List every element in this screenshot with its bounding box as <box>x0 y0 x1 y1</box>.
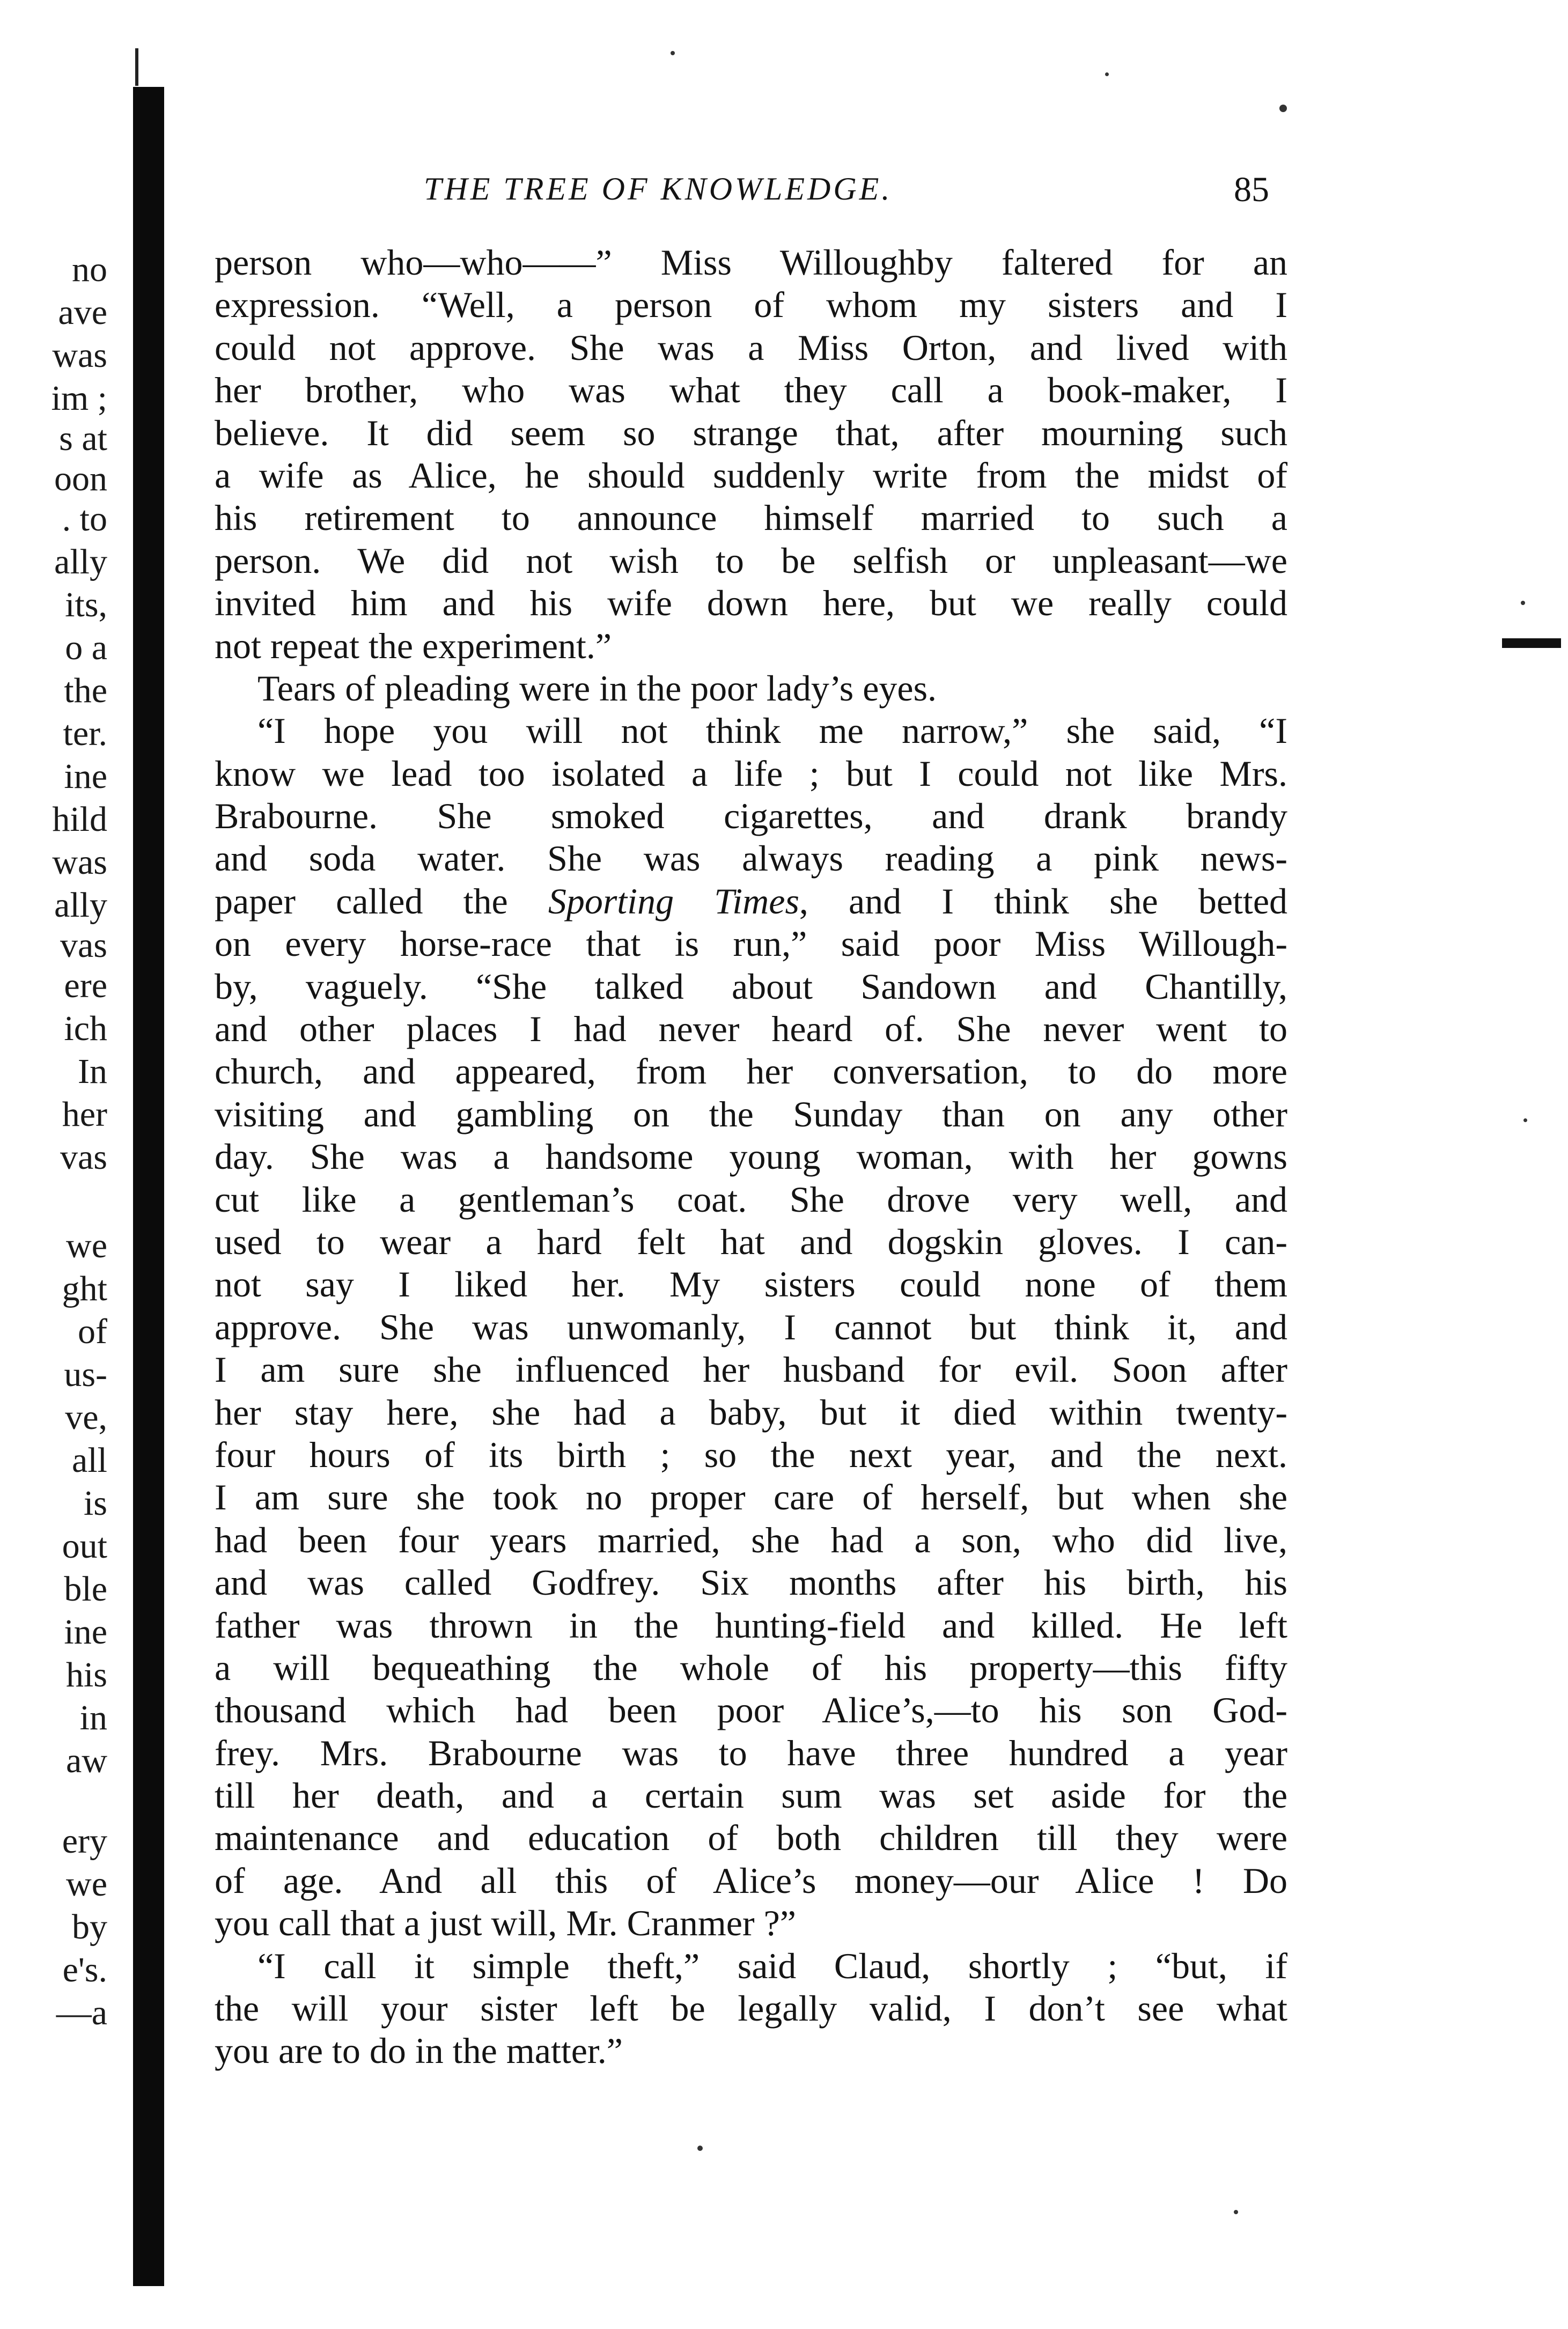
margin-fragment: ally <box>54 542 107 581</box>
scan-speck <box>1521 601 1525 605</box>
text-line: “I call it simple theft,” said Claud, shortly ; “but, if <box>257 1945 1287 1986</box>
margin-fragment: of <box>78 1312 107 1351</box>
text-line: Tears of pleading were in the poor lady’s eyes. <box>257 667 937 709</box>
text-line: of age. And all this of Alice’s money—our Alice ! Do <box>215 1860 1287 1901</box>
margin-fragment: we <box>66 1226 107 1265</box>
text-line: I am sure she influenced her husband for evil. Soon after <box>215 1349 1287 1390</box>
margin-fragment: ave <box>58 293 107 332</box>
margin-fragment: ble <box>64 1569 107 1609</box>
margin-fragment: us- <box>64 1355 107 1394</box>
margin-fragment: ine <box>64 1612 107 1652</box>
scan-speck <box>1523 1118 1527 1122</box>
scan-speck <box>671 51 675 55</box>
margin-fragment: hild <box>52 800 107 839</box>
margin-fragment: vas <box>60 1138 107 1177</box>
text-line: the will your sister left be legally valid, I don’t see what <box>215 1988 1287 2029</box>
text-line: thousand which had been poor Alice’s,—to his son God- <box>215 1690 1287 1731</box>
text-line: church, and appeared, from her conversation, to do more <box>215 1051 1287 1092</box>
text-line: cut like a gentleman’s coat. She drove very well, and <box>215 1178 1287 1220</box>
text-line: and was called Godfrey. Six months after his birth, his <box>215 1562 1287 1603</box>
scan-speck <box>1105 72 1109 76</box>
text-line: father was thrown in the hunting-field and killed. He left <box>215 1604 1287 1646</box>
margin-fragment: . to <box>62 499 107 539</box>
text-line: four hours of its birth ; so the next year, and the next. <box>215 1434 1287 1475</box>
text-line: could not approve. She was a Miss Orton, and lived with <box>215 327 1287 368</box>
margin-fragment: we <box>66 1864 107 1904</box>
text-line: person who—who——” Miss Willoughby faltered for an <box>215 242 1287 283</box>
text-line: Brabourne. She smoked cigarettes, and drank brandy <box>215 795 1287 837</box>
text-line: his retirement to announce himself married to such a <box>215 497 1287 539</box>
margin-fragment: s at <box>59 419 107 458</box>
margin-fragment: oon <box>54 459 107 498</box>
margin-fragment: in <box>79 1698 107 1737</box>
running-head: THE TREE OF KNOWLEDGE. <box>424 171 893 207</box>
margin-fragment: aw <box>66 1741 107 1780</box>
text-line: not repeat the experiment.” <box>215 625 612 666</box>
margin-fragment: was <box>52 843 107 882</box>
binding-gutter-shadow <box>133 87 164 2286</box>
margin-fragment: ere <box>64 966 107 1005</box>
margin-fragment: ter. <box>63 714 107 753</box>
scan-speck <box>697 2146 703 2151</box>
margin-fragment: ery <box>62 1822 107 1861</box>
margin-fragment: out <box>62 1527 107 1566</box>
margin-fragment: the <box>64 671 107 710</box>
text-line: “I hope you will not think me narrow,” she said, “I <box>257 710 1287 751</box>
text-line: approve. She was unwomanly, I cannot but think it, and <box>215 1306 1287 1347</box>
right-edge-mark <box>1502 638 1561 648</box>
text-line: and soda water. She was always reading a pink news- <box>215 838 1287 879</box>
margin-fragment: by <box>72 1907 107 1947</box>
text-line: believe. It did seem so strange that, after mourning such <box>215 412 1287 453</box>
text-line: and other places I had never heard of. She never went to <box>215 1008 1287 1050</box>
text-line: not say I liked her. My sisters could none of them <box>215 1264 1287 1305</box>
body-text <box>215 241 1287 2073</box>
text-line: you are to do in the matter.” <box>215 2030 623 2072</box>
margin-fragment: vas <box>60 926 107 965</box>
margin-fragment: ich <box>64 1009 107 1048</box>
margin-fragment: her <box>62 1095 107 1134</box>
text-line: a wife as Alice, he should suddenly write from the midst of <box>215 454 1287 496</box>
text-line: till her death, and a certain sum was set aside for the <box>215 1775 1287 1816</box>
facing-page-fragments <box>5 0 113 2329</box>
page-number: 85 <box>1234 170 1269 209</box>
margin-fragment: its, <box>65 585 107 624</box>
margin-fragment: is <box>83 1484 107 1523</box>
text-line: invited him and his wife down here, but we really could <box>215 583 1287 624</box>
text-line: frey. Mrs. Brabourne was to have three hundred a year <box>215 1732 1287 1773</box>
text-line: day. She was a handsome young woman, with her gowns <box>215 1136 1287 1177</box>
text-line: person. We did not wish to be selfish or unpleasant—we <box>215 540 1287 581</box>
text-line: visiting and gambling on the Sunday than on any other <box>215 1093 1287 1134</box>
margin-fragment: im ; <box>51 379 107 418</box>
text-line: know we lead too isolated a life ; but I could not like Mrs. <box>215 753 1287 794</box>
text-line: her stay here, she had a baby, but it died within twenty- <box>215 1391 1287 1433</box>
text-line: paper called the Sporting Times, and I think she betted <box>215 880 1287 922</box>
margin-fragment: no <box>72 250 107 289</box>
text-line: you call that a just will, Mr. Cranmer ?” <box>215 1903 796 1944</box>
text-line: expression. “Well, a person of whom my sisters and I <box>215 284 1287 326</box>
text-line: by, vaguely. “She talked about Sandown and Chantilly, <box>215 965 1287 1007</box>
scan-speck <box>1234 2210 1238 2214</box>
text-line: a will bequeathing the whole of his property—this fifty <box>215 1647 1287 1688</box>
margin-fragment: ine <box>64 757 107 796</box>
margin-fragment: ve, <box>65 1398 107 1437</box>
text-line: had been four years married, she had a son, who did live, <box>215 1519 1287 1560</box>
margin-fragment: all <box>72 1441 107 1480</box>
newspaper-title: Sporting Times <box>548 880 799 922</box>
text-line: I am sure she took no proper care of herself, but when she <box>215 1477 1287 1518</box>
margin-fragment: his <box>65 1655 107 1694</box>
text-line: on every horse-race that is run,” said poor Miss Willough- <box>215 923 1287 964</box>
margin-fragment: —a <box>56 1993 107 2032</box>
text-line: her brother, who was what they call a book-maker, I <box>215 370 1287 411</box>
margin-fragment: ght <box>62 1269 107 1308</box>
gutter-edge-mark <box>135 48 138 86</box>
margin-fragment: e's. <box>62 1950 107 1989</box>
margin-fragment: ally <box>54 886 107 925</box>
margin-fragment: o a <box>65 628 107 667</box>
margin-fragment: was <box>52 336 107 375</box>
text-line: used to wear a hard felt hat and dogskin gloves. I can- <box>215 1221 1287 1262</box>
margin-fragment: In <box>78 1052 107 1091</box>
scan-speck <box>1279 105 1287 112</box>
text-line: maintenance and education of both children till they were <box>215 1817 1287 1859</box>
